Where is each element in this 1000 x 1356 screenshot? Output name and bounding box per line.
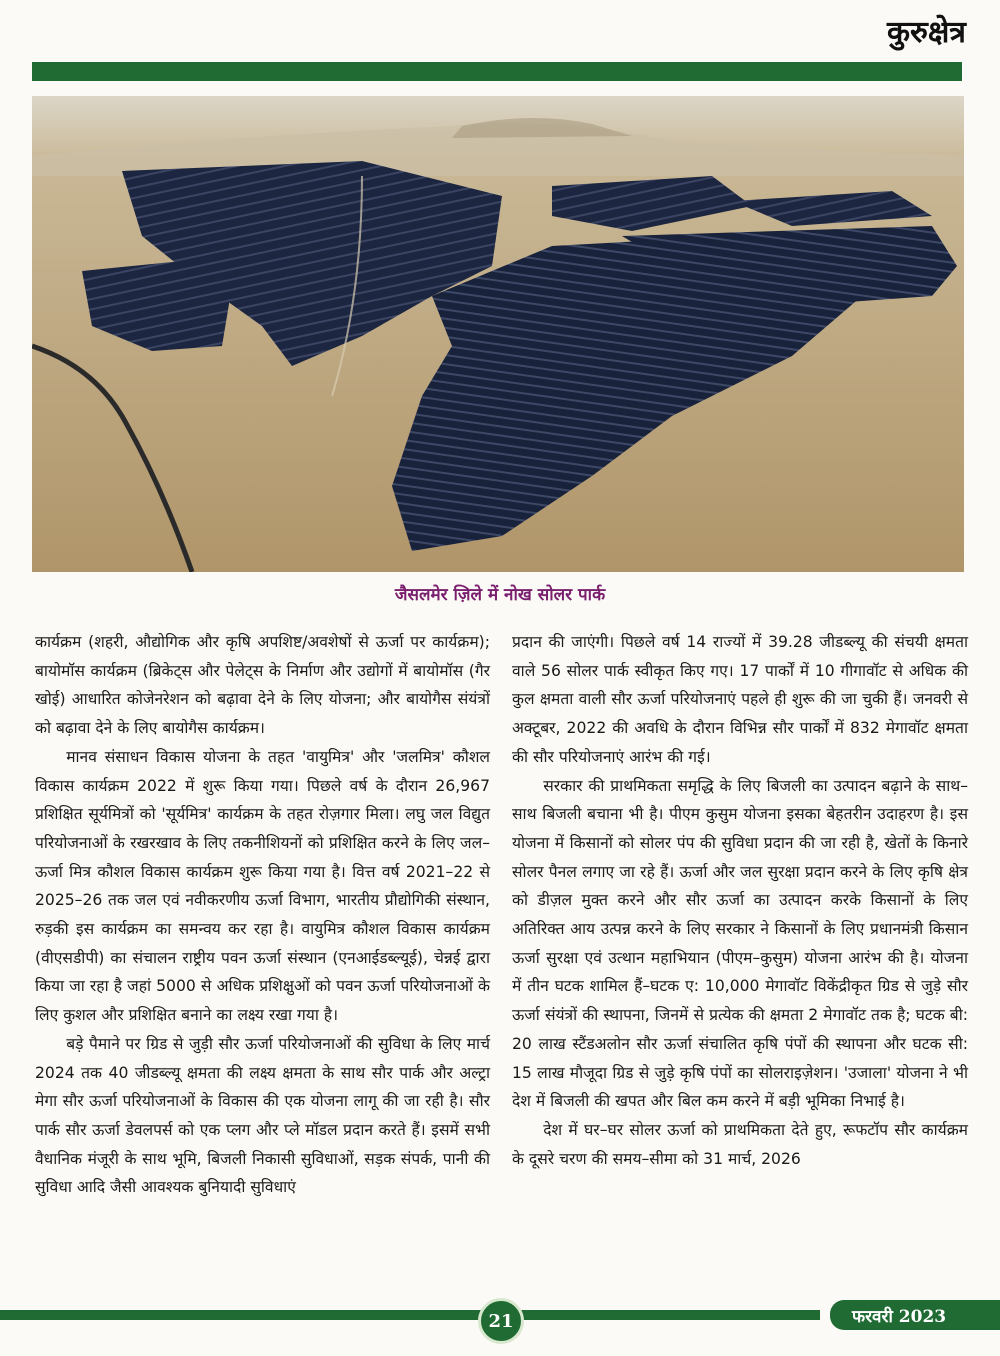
magazine-masthead: कुरुक्षेत्र [886,15,966,50]
page-number-badge: 21 [478,1298,524,1344]
right-text-column [512,628,968,1173]
right-paragraph-2: सरकार की प्राथमिकता समृद्धि के लिए बिजली का उत्पादन बढ़ाने के साथ–साथ बिजली बचाना भी है। पीएम कुसुम योजना इसका बेहतरीन उदाहरण है। इस योजना में किसानों को सोलर पंप की सुविधा प्रदान की जा रही है, खेतों के किनारे सोलर पैनल लगाए जा रहे हैं। ऊर्जा और जल सुरक्षा प्रदान करने के लिए कृषि क्षेत्र को डीज़ल मुक्त करने और सौर ऊर्जा का उत्पादन करके किसानों के लिए अतिरिक्त आय उत्पन्न करने के लिए सरकार ने किसानों के लिए प्रधानमंत्री किसान ऊर्जा सुरक्षा एवं उत्थान महाभियान (पीएम–कुसुम) योजना आरंभ की है। योजना में तीन घटक शामिल हैं–घटक ए: 10,000 मेगावॉट विकेंद्रीकृत ग्रिड से जुड़े सौर ऊर्जा संयंत्रों की स्थापना, जिनमें से प्रत्येक की क्षमता 2 मेगावॉट तक है; घटक बी: 20 लाख स्टैंडअलोन सौर ऊर्जा संचालित कृषि पंपों की स्थापना और घटक सी: 15 लाख मौजूदा ग्रिड से जुड़े कृषि पंपों का सोलराइज़ेशन। 'उजाला' योजना ने भी देश में बिजली की खपत और बिल कम करने में बड़ी भूमिका निभाई है। [512,776,968,1111]
issue-date-tab: फरवरी 2023 [830,1300,1000,1330]
left-paragraph-3: बड़े पैमाने पर ग्रिड से जुड़ी सौर ऊर्जा परियोजनाओं की सुविधा के लिए मार्च 2024 तक 40 जीडब्ल्यू क्षमता की लक्ष्य क्षमता के साथ सौर पार्क और अल्ट्रा मेगा सौर ऊर्जा परियोजनाओं के विकास की एक योजना लागू की जा रही है। सौर पार्क सौर ऊर्जा डेवलपर्स को एक प्लग और प्ले मॉडल प्रदान करते हैं। इसमें सभी वैधानिक मंजूरी के साथ भूमि, बिजली निकासी सुविधाओं, सड़क संपर्क, पानी की सुविधा आदि जैसी आवश्यक बुनियादी सुविधाएं [35,1034,490,1197]
left-paragraph-1: कार्यक्रम (शहरी, औद्योगिक और कृषि अपशिष्ट/अवशेषों से ऊर्जा पर कार्यक्रम); बायोमॉस कार्यक्रम (ब्रिकेट्स और पेलेट्स के निर्माण और उद्योगों में बायोमॉस (गैर खोई) आधारित कोजेनरेशन को बढ़ावा देने के लिए योजना; और बायोगैस संयंत्रों को बढ़ावा देने के लिए बायोगैस कार्यक्रम। [35,633,490,738]
right-paragraph-3: देश में घर–घर सोलर ऊर्जा को प्राथमिकता देते हुए, रूफटॉप सौर कार्यक्रम के दूसरे चरण की समय–सीमा को 31 मार्च, 2026 [512,1120,968,1168]
right-paragraph-1: प्रदान की जाएंगी। पिछले वर्ष 14 राज्यों में 39.28 जीडब्ल्यू की संचयी क्षमता वाले 56 सोलर पार्क स्वीकृत किए गए। 17 पार्कों में 10 गीगावॉट से अधिक की कुल क्षमता वाली सौर ऊर्जा परियोजनाएं पहले ही शुरू की जा चुकी हैं। जनवरी से अक्टूबर, 2022 की अवधि के दौरान विभिन्न सौर पार्कों में 832 मेगावॉट क्षमता की सौर परियोजनाएं आरंभ की गई। [512,633,968,766]
footer-divider-bar [0,1310,820,1320]
header-divider-bar [32,62,962,81]
left-paragraph-2: मानव संसाधन विकास योजना के तहत 'वायुमित्र' और 'जलमित्र' कौशल विकास कार्यक्रम 2022 में शुरू किया गया। पिछले वर्ष के दौरान 26,967 प्रशिक्षित सूर्यमित्रों को 'सूर्यमित्र' कार्यक्रम के तहत रोज़गार मिला। लघु जल विद्युत परियोजनाओं के रखरखाव के लिए तकनीशियनों को प्रशिक्षित करने के लिए जल–ऊर्जा मित्र कौशल विकास कार्यक्रम शुरू किया गया है। वित्त वर्ष 2021–22 से 2025–26 तक जल एवं नवीकरणीय ऊर्जा विभाग, भारतीय प्रौद्योगिकी संस्थान, रुड़की इस कार्यक्रम का समन्वय कर रहा है। वायुमित्र कौशल विकास कार्यक्रम (वीएसडीपी) का संचालन राष्ट्रीय पवन ऊर्जा संस्थान (एनआईडब्ल्यूई), चेन्नई द्वारा किया जा रहा है जहां 5000 से अधिक प्रशिक्षुओं को पवन ऊर्जा परियोजनाओं के लिए कुशल और प्रशिक्षित बनाने का लक्ष्य रखा गया है। [35,747,490,1025]
photo-caption: जैसलमेर ज़िले में नोख सोलर पार्क [394,585,606,605]
left-text-column [35,628,490,1202]
solar-park-photo [32,96,964,572]
